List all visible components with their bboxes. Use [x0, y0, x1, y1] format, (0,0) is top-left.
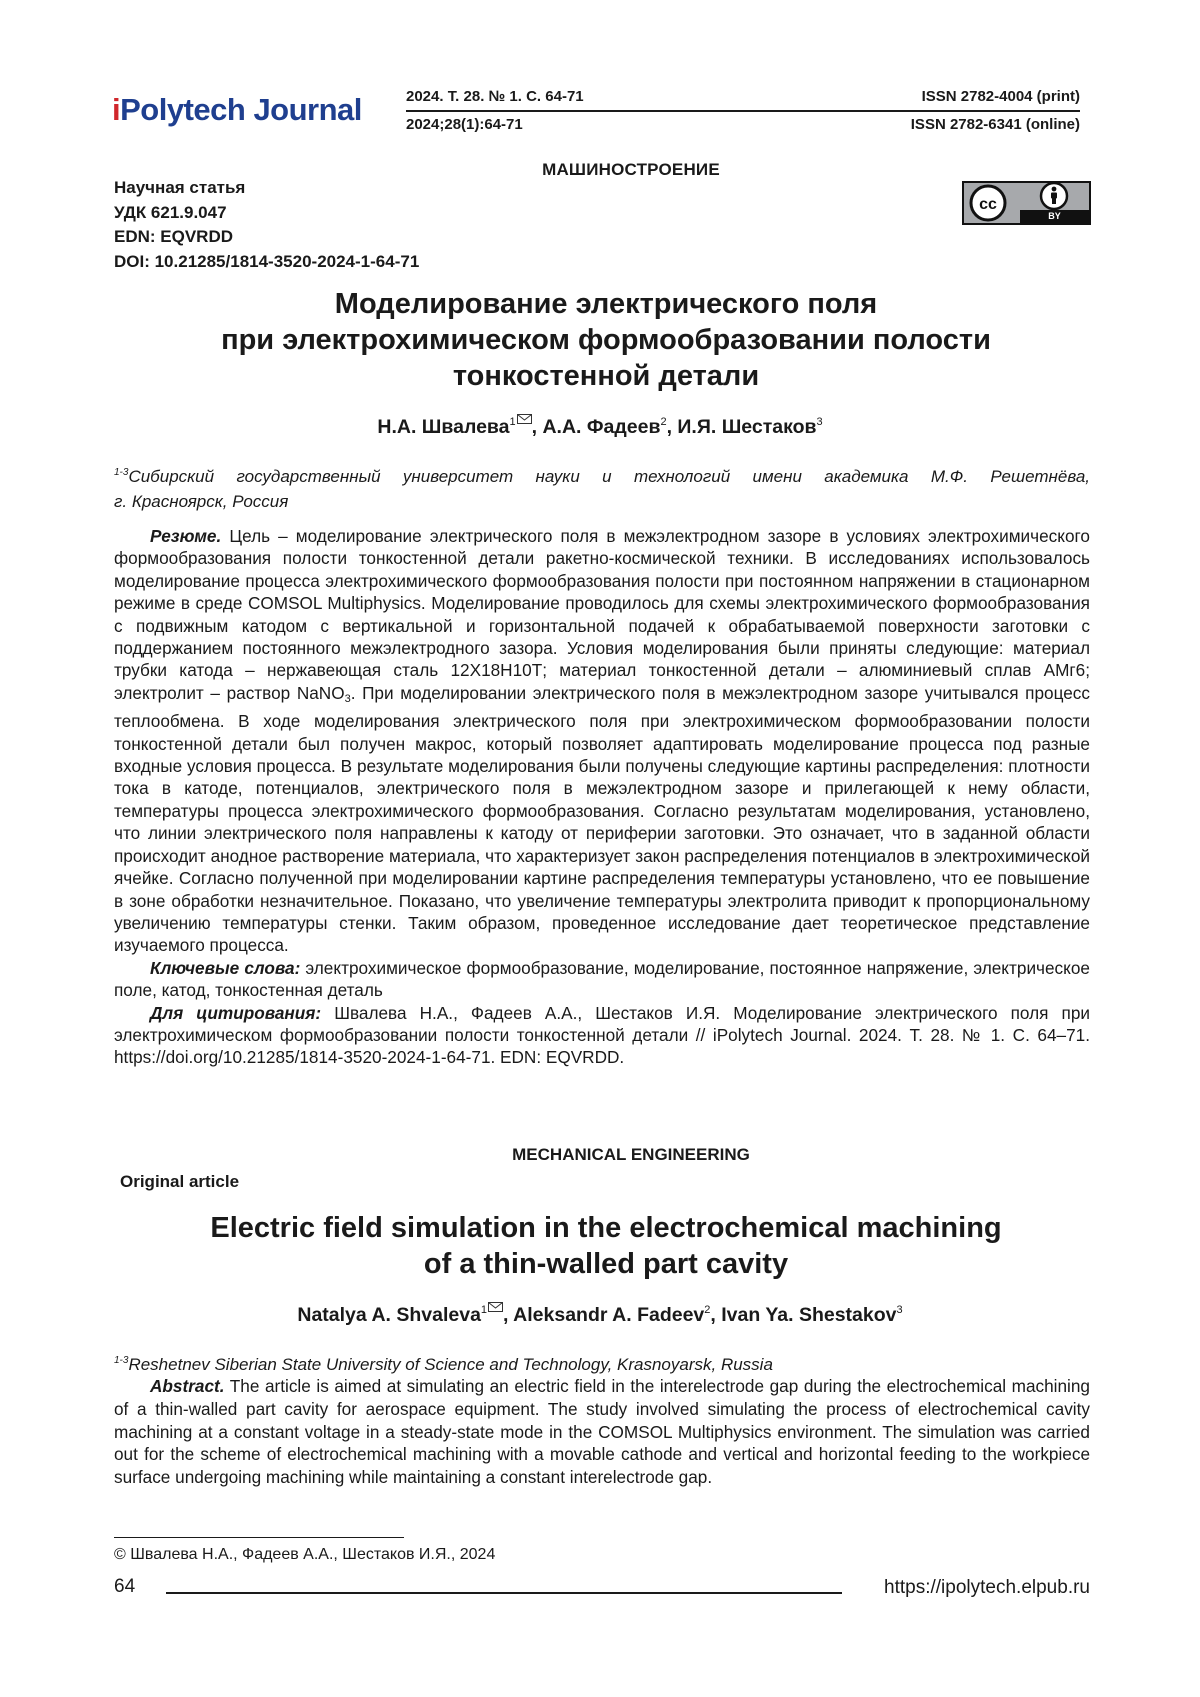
citation-block-ru: [114, 1002, 1090, 1069]
affiliation-ru-sup: 1-3: [114, 467, 129, 478]
footnote-rule: [114, 1537, 404, 1538]
author-en-3-sup: 3: [896, 1304, 903, 1316]
author-en-1: Natalya A. Shvaleva: [297, 1304, 481, 1326]
title-ru-line-3: тонкостенной детали: [452, 360, 760, 392]
affiliation-ru: [114, 460, 1090, 514]
author-ru-3-sup: 3: [816, 416, 823, 428]
affiliation-en: [114, 1348, 1090, 1377]
abstract-ru-text-b: . При моделировании электрического поля в межэлектродном зазоре учитывался процесс теплообмена. В ходе моделирования электрического поля при электрохимическом формообразовании полости тонкостенной детали был получен макрос, который позволяет адаптировать моделирование процесса под разные входные условия процесса. В результате моделирования были получены следующие картины распределения: плотности тока в катоде, потенциалов, электрического поля в межэлектродном зазоре и прилегающей к нему области, температуры процесса электрохимического формообразования. Согласно результатам моделирования, установлено, что линии электрического поля направлены к катоду от периферии заготовки. Это означает, что в заданной области происходит анодное растворение материала, что характеризует закон распределения потенциалов в электрохимической ячейке. Согласно полученной при моделировании картине распределения температуры установлено, что ее повышение в зоне обработки незначительное. Показано, что увеличение температуры электролита приводит к пропорциональному увеличению температуры стенки. Таким образом, проведенное исследование дает теоретическое представление изучаемого процесса.: [114, 682, 1090, 956]
journal-logo: iPolytech Journal: [112, 92, 362, 127]
edn: EDN: EQVRDD: [114, 227, 234, 246]
header-rule: [406, 110, 1080, 112]
section-title-en: MECHANICAL ENGINEERING: [512, 1145, 750, 1164]
abstract-en-text: The article is aimed at simulating an electric field in the interelectrode gap during the electrochemical machining of a thin-walled part cavity for aerospace equipment. The study involved simulating the process of electrochemical cavity machining at a constant voltage in a steady-state mode in the COMSOL Multiphysics environment. The simulation was carried out for the scheme of electrochemical machining with a movable cathode and vertical and horizontal feeding to the workpiece surface undergoing machining while maintaining a constant interelectrode gap.: [114, 1376, 1090, 1488]
affiliation-ru-line-2: г. Красноярск, Россия: [114, 492, 289, 511]
doi[interactable]: DOI: 10.21285/1814-3520-2024-1-64-71: [114, 251, 420, 271]
author-en-2: Aleksandr A. Fadeev: [513, 1304, 705, 1326]
abstract-en-label: Abstract.: [150, 1376, 225, 1396]
author-en-2-sup: 2: [704, 1304, 711, 1316]
person-icon: [1037, 181, 1071, 213]
title-en-line-1: Electric field simulation in the electrochemical machining: [210, 1212, 1002, 1244]
title-en-line-2: of a thin-walled part cavity: [423, 1248, 789, 1280]
author-en-1-sup: 1: [480, 1304, 488, 1316]
svg-text:cc: cc: [979, 196, 997, 213]
affiliation-ru-line-1: Сибирский государственный университет науки и технологий имени академика М.Ф. Решетнёва,: [128, 467, 1090, 486]
cc-icon: [968, 183, 1008, 223]
abstract-ru-label: Резюме.: [150, 526, 222, 546]
abstract-en: [114, 1375, 1090, 1489]
affiliation-en-text: Reshetnev Siberian State University of Science and Technology, Krasnoyarsk, Russia: [128, 1355, 773, 1374]
envelope-icon[interactable]: [517, 414, 532, 424]
keywords-ru-label: Ключевые слова:: [150, 957, 301, 978]
article-type: Научная статья: [114, 178, 246, 197]
citation-ru: 2024. Т. 28. № 1. С. 64-71: [406, 88, 584, 105]
keywords-ru-text: электрохимическое формообразование, моделирование, постоянное напряжение, электрическое поле, катод, тонкостенная деталь: [114, 957, 1090, 1001]
footer-rule: [166, 1592, 842, 1594]
authors-en: Natalya A. Shvaleva$^1$ , Aleksandr A. Fadeev$^2$, Ivan Ya. Shestakov$^3$: [297, 1304, 903, 1326]
udk: УДК 621.9.047: [114, 202, 227, 222]
citation-ru-label: Для цитирования:: [150, 1002, 322, 1023]
author-ru-1: Н.А. Швалева: [377, 416, 510, 438]
citation-en: 2024;28(1):64-71: [406, 116, 523, 133]
issn-online: ISSN 2782-6341 (online): [910, 116, 1080, 133]
abstract-ru-block: [114, 525, 1090, 1069]
article-type-en: Original article: [120, 1172, 240, 1191]
page-number: 64: [114, 1576, 136, 1597]
journal-url[interactable]: https://ipolytech.elpub.ru: [884, 1577, 1090, 1598]
abstract-ru-subscript: 3: [344, 692, 351, 705]
keywords-ru: [114, 957, 1090, 1002]
citation-ru-text[interactable]: Швалева Н.А., Фадеев А.А., Шестаков И.Я. Моделирование электрического поля при электрохимическом формообразовании полости тонкостенной детали // iPolytech Journal. 2024. Т. 28. № 1. С. 64–71. https://doi.org/10.21285/1814-3520-2024-1-64-71. EDN: EQVRDD.: [114, 1002, 1090, 1068]
title-ru-line-1: Моделирование электрического поля: [334, 288, 878, 320]
abstract-en-block: [114, 1375, 1090, 1489]
cc-by-label: BY: [1020, 210, 1089, 223]
copyright-notice: © Швалева Н.А., Фадеев А.А., Шестаков И.Я., 2024: [114, 1546, 496, 1563]
section-title-ru: МАШИНОСТРОЕНИЕ: [542, 160, 720, 179]
cc-by-license-badge[interactable]: [962, 181, 1091, 225]
author-ru-2: А.А. Фадеев: [542, 416, 661, 438]
issn-print: ISSN 2782-4004 (print): [921, 88, 1080, 105]
author-en-3: Ivan Ya. Shestakov: [721, 1304, 897, 1326]
affiliation-en-sup: 1-3: [114, 1355, 129, 1366]
author-ru-2-sup: 2: [660, 416, 667, 428]
authors-ru: Н.А. Швалева$^1$ , А.А. Фадеев$^2$, И.Я. Шестаков$^3$: [377, 416, 823, 438]
abstract-ru: [114, 525, 1090, 957]
article-title-ru: [0, 286, 1200, 394]
author-ru-1-sup: 1: [509, 416, 516, 428]
envelope-icon[interactable]: [488, 1302, 503, 1312]
author-ru-3: И.Я. Шестаков: [677, 416, 817, 438]
article-meta: [114, 176, 419, 274]
abstract-ru-text-a: Цель – моделирование электрического поля в межэлектродном зазоре в условиях электрохимического формообразования полости тонкостенной детали ракетно-космической техники. В исследованиях использовалось моделирование процесса электрохимического формообразования полости при постоянном напряжении в стационарном режиме в среде COMSOL Multiphysics. Моделирование проводилось для схемы электрохимического формообразования с подвижным катодом с вертикальной и горизонтальной подачей к обрабатываемой поверхности заготовки с поддержанием постоянного межэлектродного зазора. Условия моделирования были приняты следующие: материал трубки катода – нержавеющая сталь 12Х18Н10Т; материал тонкостенной детали – алюминиевый сплав АМг6; электролит – раствор NaNO: [114, 526, 1090, 703]
title-ru-line-2: при электрохимическом формообразовании полости: [221, 324, 991, 356]
article-title-en: [0, 1210, 1200, 1282]
